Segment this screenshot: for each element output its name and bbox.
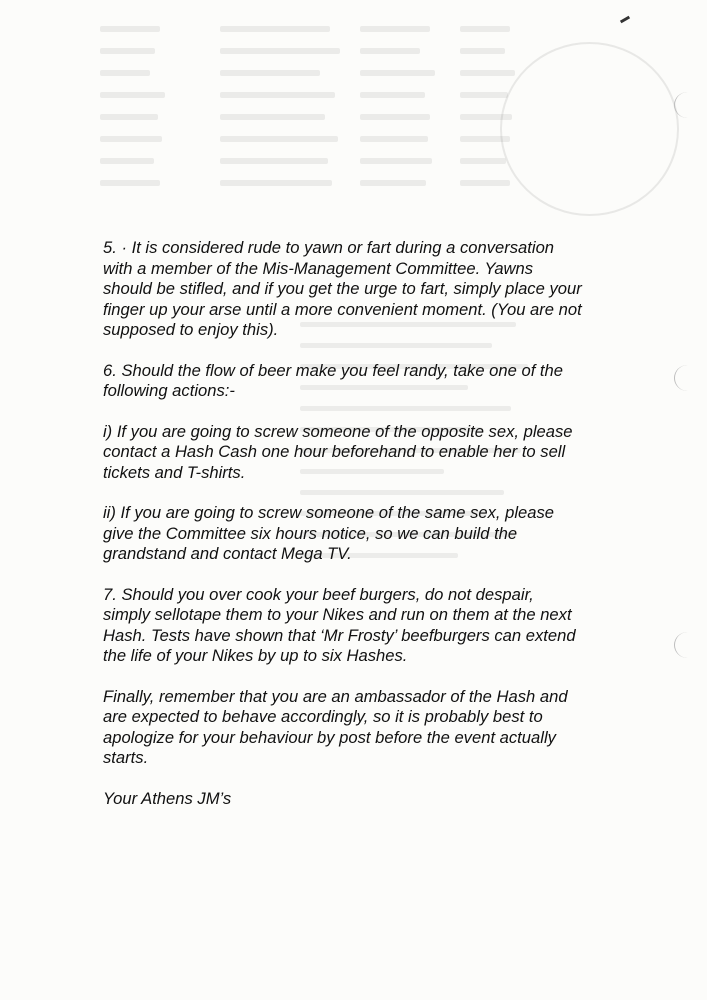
paragraph-option-ii: ii) If you are going to screw someone of the same sex, please give the Committee six hours notice, so we can build the grandstand and contact Mega TV. [103,503,555,563]
paragraph-rule-7: 7. Should you over cook your beef burgers, do not despair, simply sellotape them to your Nikes and run on them at the next Hash. Tests have shown that ‘Mr Frosty’ beefburgers can extend the life of your Nikes by up to six Hashes. [103,584,576,665]
punch-hole [674,365,701,391]
punch-hole [674,632,701,658]
paragraph-option-i: i) If you are going to screw someone of the opposite sex, please contact a Hash Cash one hour beforehand to enable her to sell tickets and T-shirts. [103,421,573,482]
paragraph-finally: Finally, remember that you are an ambassador of the Hash and are expected to behave accordingly, so it is probably best to apologize for your behaviour by post before the event actually starts. [103,686,568,767]
signature-line: Your Athens JM’s [103,788,232,808]
pen-mark [620,16,630,24]
paragraph-rule-5: 5. · It is considered rude to yawn or fart during a conversation with a member of the Mis-Management Committee. Yawns should be stifled, and if you get the urge to fart, simply place your finger up your arse until a more convenient moment. (You are not supposed to enjoy this). [103,238,582,339]
paragraph-rule-6: 6. Should the flow of beer make you feel randy, take one of the following actions:- [103,360,563,400]
stamp-seal [500,42,679,216]
document-body [103,238,583,829]
punch-hole [674,92,701,118]
